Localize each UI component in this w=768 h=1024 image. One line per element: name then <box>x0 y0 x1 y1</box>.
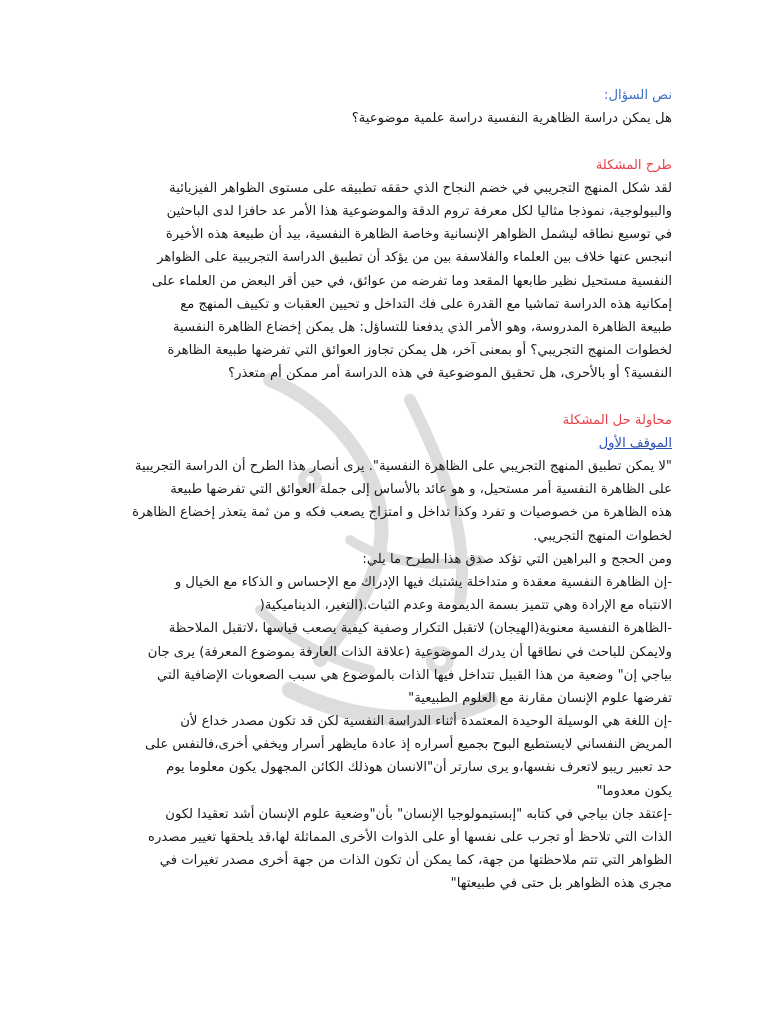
problem-paragraph <box>96 177 672 386</box>
paragraph-line: -إن اللغة هي الوسيلة الوحيدة المعتمدة أثناء الدراسة النفسية لكن قد تكون مصدر خداع لأن <box>180 714 672 730</box>
paragraph-line: المريض النفساني لايستطيع البوح بجميع أسراره إذ عادة مايظهر أسرار ويخفي أخرى،فالنفس على <box>144 737 672 753</box>
spacer <box>96 385 672 408</box>
paragraph-line: حد تعبير ريبو لاتعرف نفسها،و يرى سارتر أن"الانسان هوذلك الكائن المجهول يكون معلوما يوم <box>166 760 672 776</box>
paragraph-line: لخطوات المنهج التجريبي؟ أو بمعنى آخر، هل يمكن تجاوز العوائق التي تفرضها طبيعة الظاهرة <box>167 343 672 359</box>
question-heading: نص السؤال: <box>604 88 672 103</box>
paragraph-line: يكون معدوما" <box>596 783 672 799</box>
document-body <box>96 84 672 896</box>
paragraph-line: -الظاهرة النفسية معنوية(الهيجان) لاتقبل التكرار وصفية كيفية يصعب قياسها ،لاتقبل الملاحظة <box>168 621 672 637</box>
position-heading-link[interactable]: الموقف الأول <box>598 435 672 451</box>
paragraph-line: إمكانية هذه الدراسة تماشيا مع القدرة على فك التداخل و تحيين العقبات و تكييف المنهج مع <box>180 296 672 312</box>
paragraph-line: الذات التي تلاحظ أو تجرب على نفسها أو على الذوات الأخرى المماثلة لها،قد يلحقها تغيير مصدره <box>148 830 672 845</box>
solution-heading: محاولة حل المشكلة <box>562 412 672 428</box>
paragraph-line: طبيعة الظاهرة المدروسة، وهو الأمر الذي يدفعنا للتساؤل: هل يمكن إخضاع الظاهرة النفسية <box>172 319 672 335</box>
paragraph-line: بياجي إن" وضعية من هذا القبيل تتداخل فيها الذات بالموضوع هي سبب الصعوبات الإضافية التي <box>156 667 672 683</box>
paragraph-line: -إعتقد جان بياجي في كتابه "إبستيمولوجيا الإنسان" بأن"وضعية علوم الإنسان أشد تعقيدا لكون <box>165 806 672 822</box>
paragraph-line: "لا يمكن تطبيق المنهج التجريبي على الظاهرة النفسية". يرى أنصار هذا الطرح أن الدراسة التجريبية <box>134 459 672 474</box>
position-paragraph <box>96 455 672 896</box>
paragraph-line: -إن الظاهرة النفسية معقدة و متداخلة يشتبك فيها الإدراك مع الإحساس و الذكاء مع الخيال و <box>174 574 672 590</box>
problem-heading: طرح المشكلة <box>595 157 672 173</box>
paragraph-line: الانتباه مع الإرادة وهي تتميز بسمة الديمومة وعدم الثبات.(التغير، الديناميكية( <box>259 598 672 614</box>
spacer <box>96 130 672 153</box>
paragraph-line: في توسيع نطاقه ليشمل الظواهر الإنسانية وخاصة الظاهرة النفسية، بيد أن طبيعة هذه الأخيرة <box>165 227 672 243</box>
paragraph-line: لقد شكل المنهج التجريبي في خضم النجاح الذي حققه تطبيقه على مستوى الظواهر الفيزيائية <box>169 180 672 196</box>
paragraph-line: ومن الحجج و البراهين التي تؤكد صدق هذا الطرح ما يلي: <box>362 551 672 567</box>
paragraph-line: ولايمكن للباحث في نطاقها أن يدرك الموضوعية (علاقة الذات العارفة بموضوع المعرفة) يرى جان <box>147 644 672 660</box>
paragraph-line: النفسية مستحيل نظير طابعها المقعد وما تفرضه من عوائق، في حين أقر البعض من العلماء على <box>151 273 672 289</box>
paragraph-line: تفرضها علوم الإنسان مقارنة مع العلوم الطبيعية" <box>408 690 672 706</box>
paragraph-line: لخطوات المنهج التجريبي. <box>533 528 672 544</box>
paragraph-line: مجرى هذه الظواهر بل حتى في طبيعتها" <box>450 876 672 892</box>
paragraph-line: النفسية؟ أو بالأحرى، هل تحقيق الموضوعية في هذه الدراسة أمر ممكن أم متعذر؟ <box>228 366 672 382</box>
paragraph-line: هذه الظاهرة من خصوصيات و تفرد وكذا تداخل و امتزاج يصعب فكه و من ثمة يتعذر إخضاع الظاهرة <box>132 505 672 521</box>
paragraph-line: والبيولوجية، نموذجا مثاليا لكل معرفة تروم الدقة والموضوعية هذا الأمر عد حافزا لدى الباحثين <box>166 203 672 219</box>
paragraph-line: الظواهر التي تتم ملاحظتها من جهة، كما يمكن أن تكون الذات من جهة أخرى مصدر تغيرات في <box>159 853 672 869</box>
paragraph-line: انبجس عنها خلاف بين العلماء والفلاسفة بين من يؤكد أن تطبيق الدراسة التجريبية على الظواهر <box>157 250 672 266</box>
paragraph-line: على الظاهرة النفسية أمر مستحيل، و هو عائد بالأساس إلى جملة العوائق التي تفرضها طبيعة <box>170 482 672 498</box>
question-text: هل يمكن دراسة الظاهرية النفسية دراسة علمية موضوعية؟ <box>351 111 672 127</box>
